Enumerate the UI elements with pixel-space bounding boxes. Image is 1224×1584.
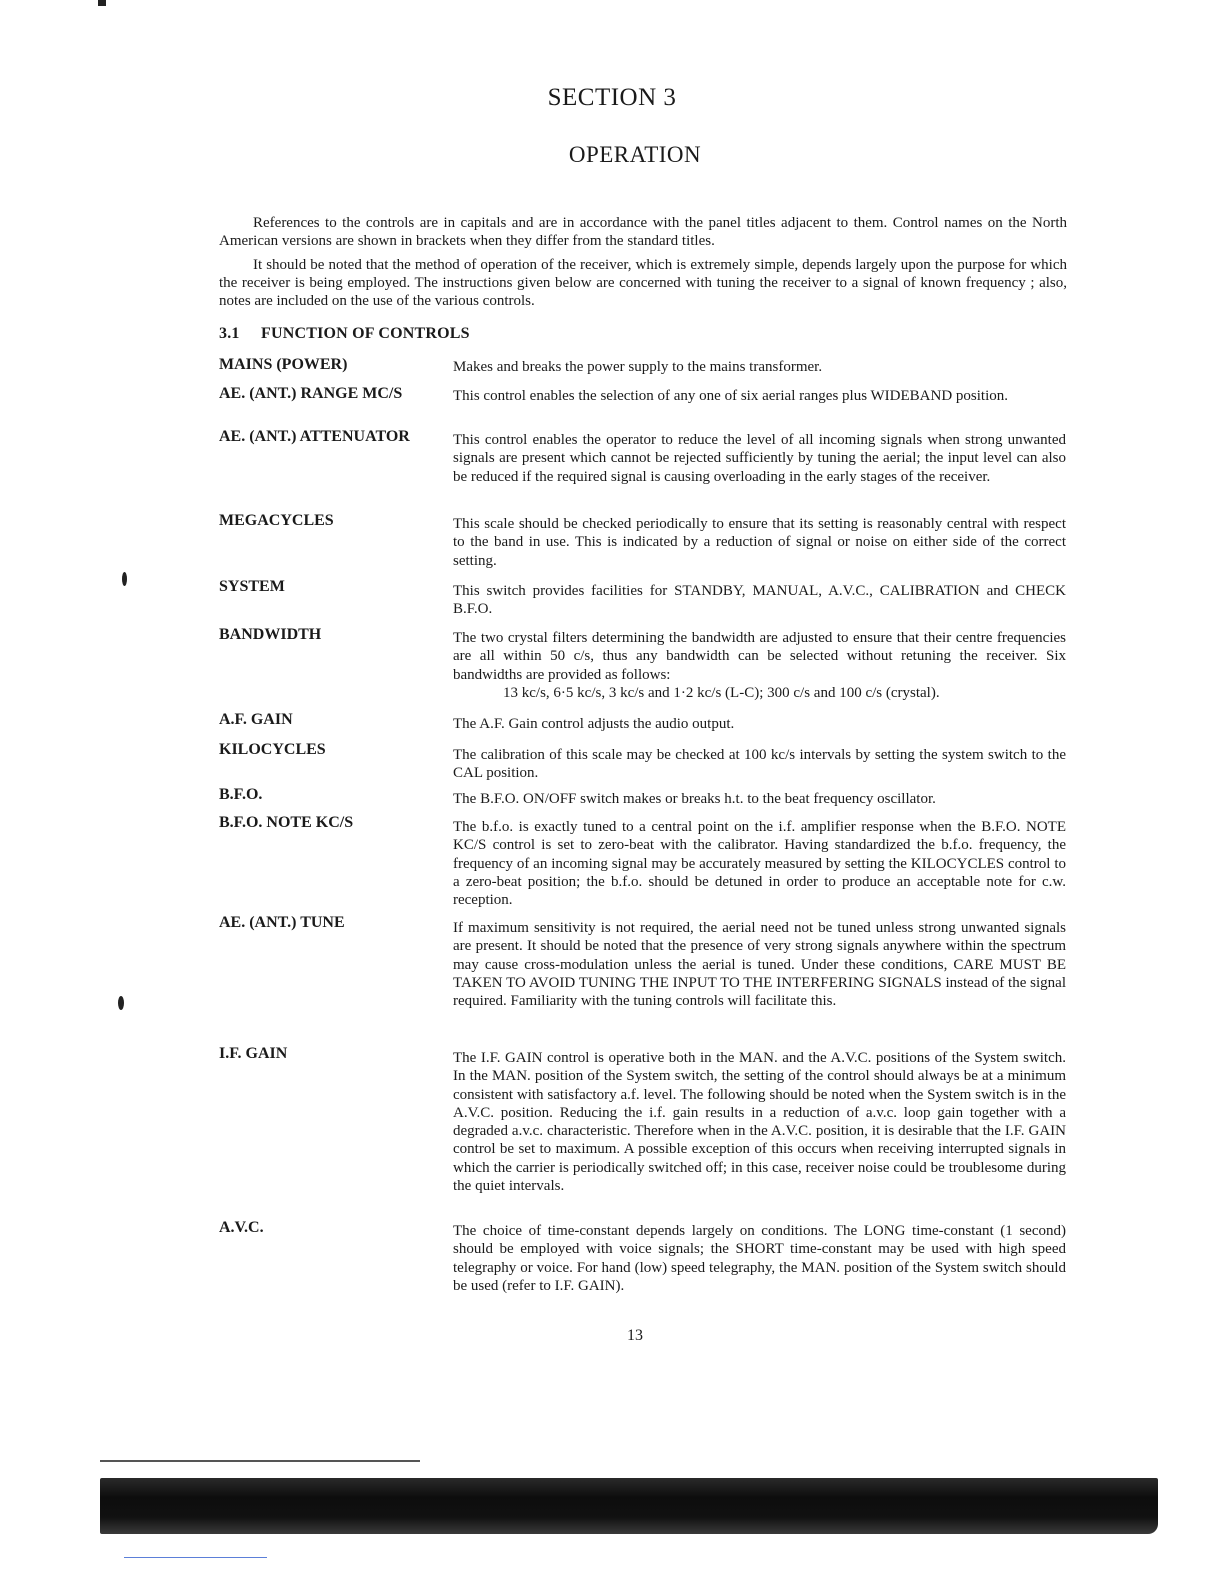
control-desc-mains: Makes and breaks the power supply to the mains transformer. <box>453 359 823 375</box>
control-label-attenuator: AE. (ANT.) ATTENUATOR <box>219 428 410 445</box>
scan-artifact-line <box>100 1460 420 1462</box>
control-desc-kilocycles: The calibration of this scale may be checked at 100 kc/s intervals by setting the system switch to the CAL position. <box>453 747 1066 782</box>
control-desc-range: This control enables the selection of any one of six aerial ranges plus WIDEBAND position. <box>453 388 1009 404</box>
control-desc-if-gain: The I.F. GAIN control is operative both in the MAN. and the A.V.C. positions of the System switch. In the MAN. position of the System switch, the setting of the control should always be at a minimum consistent with satisfactory a.f. level. The following should be noted when the System switch is in the A.V.C. position. Reducing the i.f. gain results in a reduction of a.v.c. loop gain together with a degraded a.v.c. characteristic. Therefore when in the A.V.C. position, it is desirable that the I.F. GAIN control be set to maximum. A possible exception of this occurs when receiving interrupted signals in which the carrier is periodically switched off; in this case, receiver noise could be troublesome during the quiet intervals. <box>453 1050 1066 1195</box>
scan-speck <box>122 572 127 586</box>
control-label-ae-tune: AE. (ANT.) TUNE <box>219 914 345 931</box>
control-desc-avc: The choice of time-constant depends largely on conditions. The LONG time-constant (1 second) should be employed with voice signals; the SHORT time-constant may be used with high speed telegraphy or voice. For hand (low) speed telegraphy, the MAN. position of the System switch should be used (refer to I.F. GAIN). <box>453 1223 1066 1294</box>
control-label-bfo-note: B.F.O. NOTE KC/S <box>219 814 354 831</box>
intro-paragraph: It should be noted that the method of operation of the receiver, which is extremely simple, depends largely upon the purpose for which the receiver is being employed. The instructions given below are concerned with tuning the receiver to a signal of known frequency ; also, notes are included on the use of the various controls. <box>219 257 1067 309</box>
control-desc-bfo-note: The b.f.o. is exactly tuned to a central point on the i.f. amplifier response when the B.F.O. NOTE KC/S control is set to zero-beat with the calibrator. Having standardized the b.f.o. frequency, the frequency of an incoming signal may be accurately measured by setting the KILOCYCLES control to a zero-beat position; the b.f.o. should be detuned in order to produce an acceptable note for c.w. reception. <box>453 819 1066 909</box>
control-label-mains: MAINS (POWER) <box>219 356 348 373</box>
control-label-bandwidth: BANDWIDTH <box>219 626 322 643</box>
scan-artifact-bar <box>100 1478 1158 1534</box>
control-label-kilocycles: KILOCYCLES <box>219 741 326 758</box>
control-label-if-gain: I.F. GAIN <box>219 1045 288 1062</box>
page-number: 13 <box>627 1327 643 1344</box>
intro-text <box>219 214 1067 316</box>
control-label-avc: A.V.C. <box>219 1219 264 1236</box>
control-label-megacycles: MEGACYCLES <box>219 512 334 529</box>
control-desc-af-gain: The A.F. Gain control adjusts the audio output. <box>453 716 735 732</box>
bandwidth-text: The two crystal filters determining the bandwidth are adjusted to ensure that their centre frequencies are all within 50 c/s, thus any bandwidth can be selected without retuning the receiver. Six bandwidths are provided as follows: <box>453 630 1066 683</box>
control-label-range: AE. (ANT.) RANGE MC/S <box>219 385 403 402</box>
scan-speck <box>118 996 124 1010</box>
control-desc-system: This switch provides facilities for STANDBY, MANUAL, A.V.C., CALIBRATION and CHECK B.F.O. <box>453 583 1066 618</box>
control-desc-attenuator: This control enables the operator to reduce the level of all incoming signals when strong unwanted signals are present which cannot be rejected sufficiently by tuning the aerial; the input level can also be reduced if the required signal is causing overloading in the early stages of the receiver. <box>453 432 1066 485</box>
subsection-title: FUNCTION OF CONTROLS <box>261 325 470 342</box>
control-desc-megacycles: This scale should be checked periodically to ensure that its setting is reasonably central with respect to the band in use. This is indicated by a reduction of signal or noise on either side of the correct setting. <box>453 516 1066 569</box>
control-desc-bandwidth <box>453 629 1066 702</box>
scan-artifact-blue-line <box>124 1557 267 1558</box>
intro-paragraph: References to the controls are in capitals and are in accordance with the panel titles adjacent to them. Control names on the North American versions are shown in brackets when they differ from the standard titles. <box>219 215 1067 249</box>
control-label-af-gain: A.F. GAIN <box>219 711 293 728</box>
control-label-system: SYSTEM <box>219 578 285 595</box>
bandwidth-values: 13 kc/s, 6·5 kc/s, 3 kc/s and 1·2 kc/s (L-C); 300 c/s and 100 c/s (crystal). <box>503 684 940 701</box>
section-title: OPERATION <box>568 142 702 167</box>
control-desc-bfo: The B.F.O. ON/OFF switch makes or breaks h.t. to the beat frequency oscillator. <box>453 791 936 807</box>
subsection-number: 3.1 <box>219 325 240 342</box>
control-desc-ae-tune: If maximum sensitivity is not required, the aerial need not be tuned unless strong unwanted signals are present. It should be noted that the presence of very strong signals anywhere within the spectrum may cause cross-modulation unless the aerial is tuned. Under these conditions, CARE MUST BE TAKEN TO AVOID TUNING THE INPUT TO THE INTERFERING SIGNALS instead of the signal required. Familiarity with the tuning controls will facilitate this. <box>453 920 1066 1010</box>
control-label-bfo: B.F.O. <box>219 786 263 803</box>
subsection-heading <box>219 325 470 343</box>
scan-speck <box>98 0 106 6</box>
section-number: SECTION 3 <box>547 84 677 111</box>
